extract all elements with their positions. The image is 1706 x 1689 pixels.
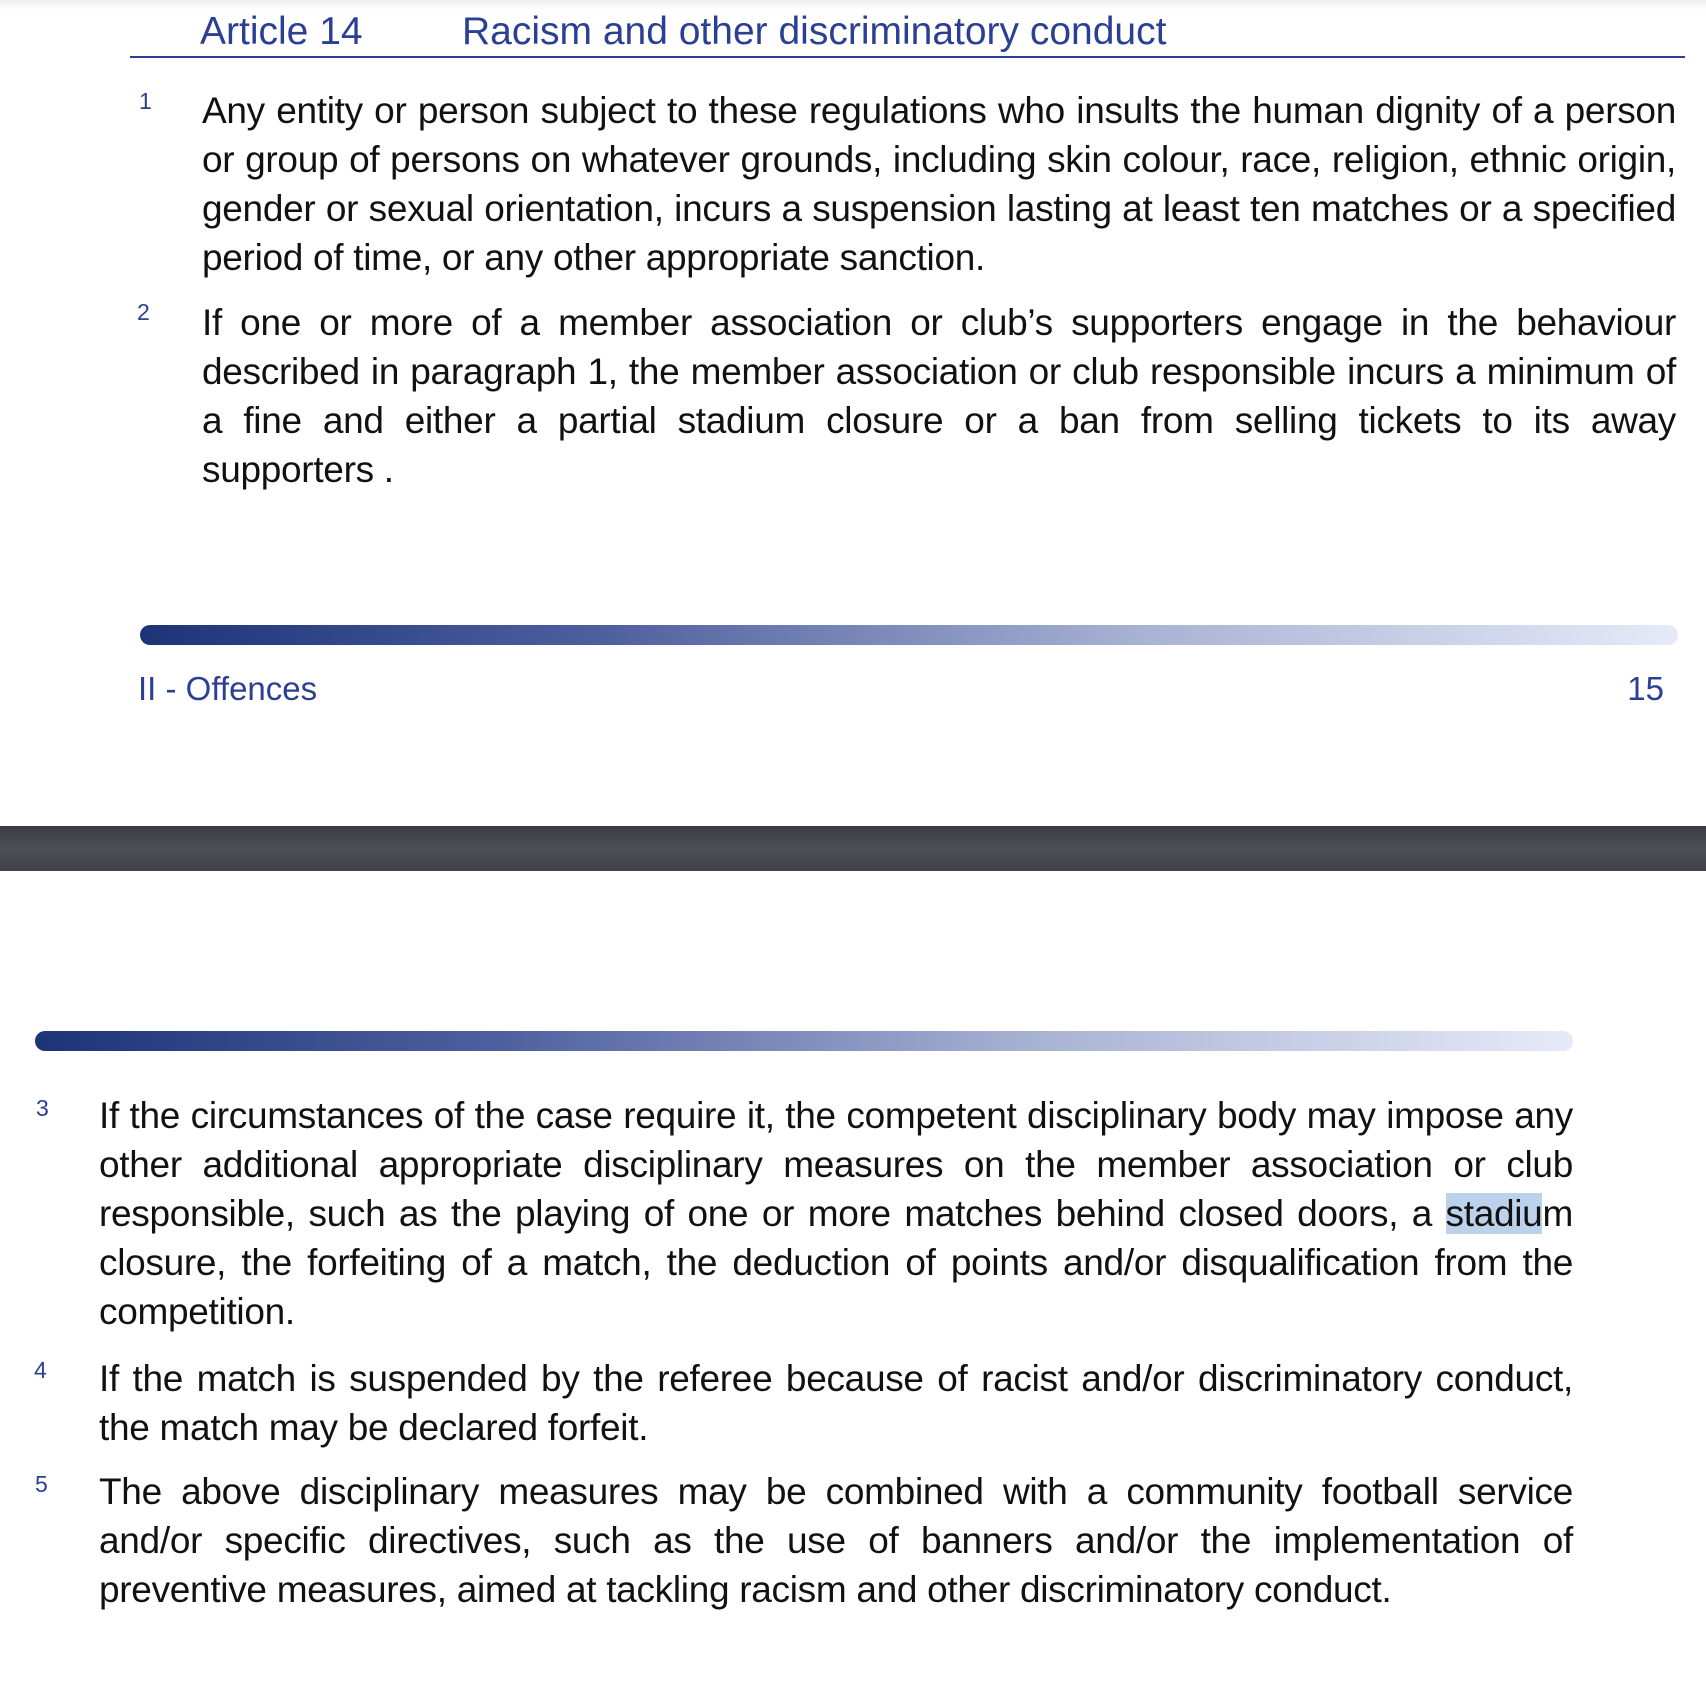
heading-rule <box>130 56 1685 58</box>
paragraph-2[interactable]: If one or more of a member association or club’s supporters engage in the behaviour described in paragraph 1, the member association or club responsible incurs a minimum of a fine and either a partial stadium closure or a ban from selling tickets to its away supporters . <box>202 302 1676 490</box>
paragraph-number-5: 5 <box>35 1471 48 1497</box>
paragraph-number-2: 2 <box>137 299 150 325</box>
section-divider-bar <box>140 625 1678 645</box>
document-page-bottom <box>0 871 1706 1689</box>
paragraph-1[interactable]: Any entity or person subject to these regulations who insults the human dignity of a person or group of persons on whatever grounds, including skin colour, race, religion, ethnic origin, gender or sexual orientation, incurs a suspension lasting at least ten matches or a specified period of time, or any other appropriate sanction. <box>202 90 1676 278</box>
footer-page-number: 15 <box>1627 670 1664 707</box>
paragraph-number-4: 4 <box>34 1357 47 1383</box>
selected-text-highlight[interactable]: stadiu <box>1445 1193 1543 1234</box>
paragraph-3-text-before: If the circumstances of the case require it, the competent disciplinary body may impose any other additional appropriate disciplinary measures on the member association or club responsible, such as the playing of one or more matches behind closed doors, a <box>99 1095 1573 1234</box>
paragraph-number-1: 1 <box>139 88 152 114</box>
section-divider-bar <box>35 1031 1573 1051</box>
article-number: Article 14 <box>200 10 363 53</box>
article-heading <box>200 8 1166 56</box>
paragraph-5[interactable]: The above disciplinary measures may be combined with a community football service and/or specific directives, such as the use of banners and/or the implementation of preventive measures, aimed at tackling racism and other discriminatory conduct. <box>99 1471 1573 1610</box>
paragraph-3[interactable] <box>99 1091 1573 1336</box>
footer-section-label: II - Offences <box>138 670 318 707</box>
paragraph-4[interactable]: If the match is suspended by the referee because of racist and/or discriminatory conduct, the match may be declared forfeit. <box>99 1358 1573 1448</box>
paragraph-3-text-after: m closure, the forfeiting of a match, the deduction of points and/or disqualification from the competition. <box>99 1193 1573 1332</box>
paragraph-number-3: 3 <box>36 1095 49 1121</box>
page-gap <box>0 826 1706 871</box>
article-title: Racism and other discriminatory conduct <box>462 10 1167 53</box>
document-page-top <box>0 0 1706 826</box>
